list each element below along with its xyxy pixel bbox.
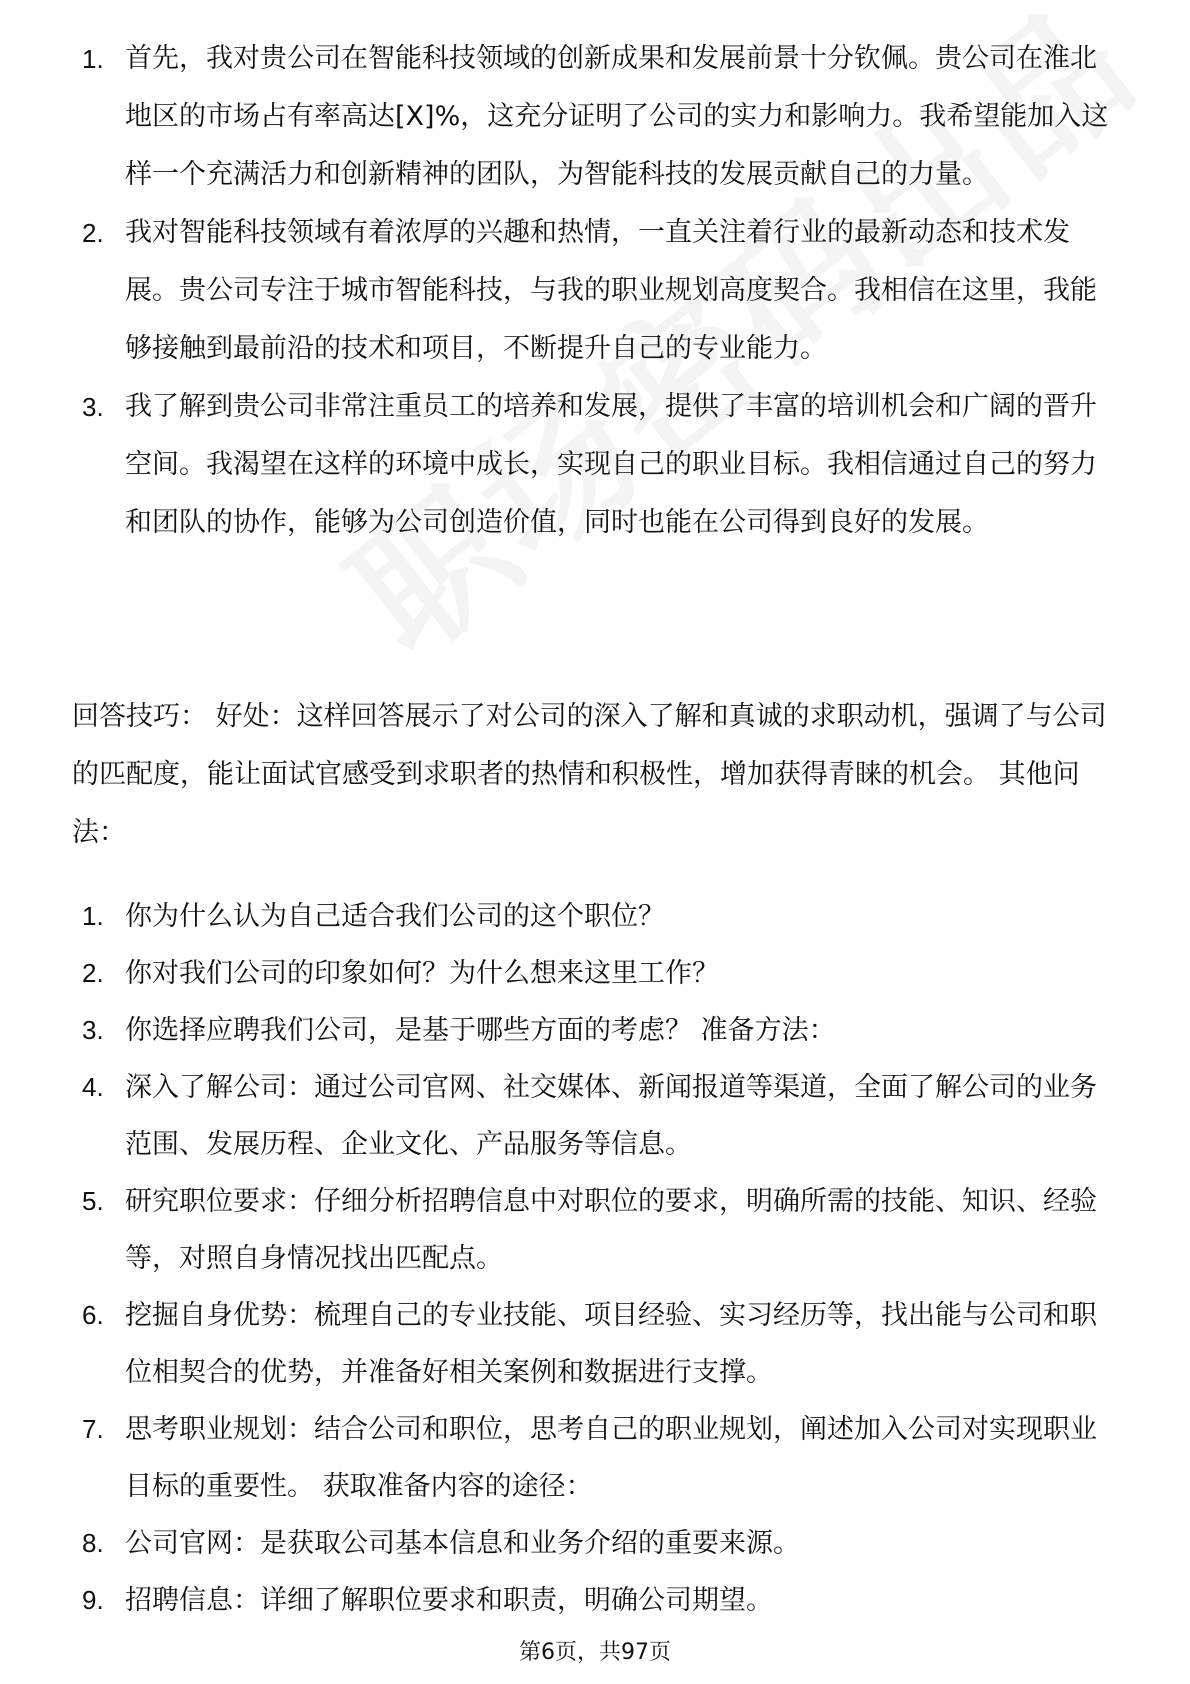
list-item (0, 1287, 1115, 1401)
list-item-number: 3. (82, 392, 104, 422)
list-item-text: 我了解到贵公司非常注重员工的培养和发展，提供了丰富的培训机会和广阔的晋升空间。我渴望在这样的环境中成长，实现自己的职业目标。我相信通过自己的努力和团队的协作，能够为公司创造价值，同时也能在公司得到良好的发展。 (125, 391, 1097, 538)
reasons-list (0, 30, 1115, 552)
list-item-text: 首先，我对贵公司在智能科技领域的创新成果和发展前景十分钦佩。贵公司在淮北地区的市场占有率高达[X]%，这充分证明了公司的实力和影响力。我希望能加入这样一个充满活力和创新精神的团队，为智能科技的发展贡献自己的力量。 (125, 43, 1109, 190)
list-item-text: 研究职位要求：仔细分析招聘信息中对职位的要求，明确所需的技能、知识、经验等，对照自身情况找出匹配点。 (125, 1186, 1097, 1274)
list-item-text: 公司官网：是获取公司基本信息和业务介绍的重要来源。 (125, 1528, 800, 1559)
list-item (0, 1173, 1115, 1287)
preparation-list (0, 888, 1115, 1629)
list-item (0, 1059, 1115, 1173)
list-item-text: 招聘信息：详细了解职位要求和职责，明确公司期望。 (125, 1585, 773, 1616)
list-item-number: 3. (82, 1015, 104, 1045)
list-item-number: 7. (82, 1414, 104, 1444)
list-item-number: 2. (82, 218, 104, 248)
list-item-number: 4. (82, 1072, 104, 1102)
list-item-number: 6. (82, 1300, 104, 1330)
list-item (0, 204, 1115, 378)
list-item-number: 9. (82, 1585, 104, 1615)
list-item-number: 1. (82, 44, 104, 74)
list-item-text: 挖掘自身优势：梳理自己的专业技能、项目经验、实习经历等，找出能与公司和职位相契合的优势，并准备好相关案例和数据进行支撑。 (125, 1300, 1097, 1388)
list-item-number: 5. (82, 1186, 104, 1216)
answer-tip-paragraph: 回答技巧： 好处：这样回答展示了对公司的深入了解和真诚的求职动机，强调了与公司的匹配度，能让面试官感受到求职者的热情和积极性，增加获得青睐的机会。 其他问法： (72, 701, 1107, 848)
list-item (0, 1401, 1115, 1515)
list-item (0, 30, 1115, 204)
list-item (0, 888, 1115, 945)
list-item-number: 1. (82, 901, 104, 931)
list-item (0, 1572, 1115, 1629)
list-item-text: 深入了解公司：通过公司官网、社交媒体、新闻报道等渠道，全面了解公司的业务范围、发展历程、企业文化、产品服务等信息。 (125, 1072, 1097, 1160)
list-item (0, 378, 1115, 552)
list-item-number: 2. (82, 958, 104, 988)
page-number-footer: 第6页，共97页 (519, 1640, 671, 1665)
list-item-text: 思考职业规划：结合公司和职位，思考自己的职业规划，阐述加入公司对实现职业目标的重要性。 获取准备内容的途径： (125, 1414, 1097, 1502)
list-item (0, 1002, 1115, 1059)
list-item-text: 我对智能科技领域有着浓厚的兴趣和热情，一直关注着行业的最新动态和技术发展。贵公司专注于城市智能科技，与我的职业规划高度契合。我相信在这里，我能够接触到最前沿的技术和项目，不断提升自己的专业能力。 (125, 217, 1097, 364)
list-item-text: 你为什么认为自己适合我们公司的这个职位？ (125, 901, 665, 932)
list-item-text: 你选择应聘我们公司，是基于哪些方面的考虑？ 准备方法： (125, 1015, 836, 1046)
list-item-text: 你对我们公司的印象如何？为什么想来这里工作？ (125, 958, 719, 989)
list-item (0, 945, 1115, 1002)
list-item (0, 1515, 1115, 1572)
list-item-number: 8. (82, 1528, 104, 1558)
